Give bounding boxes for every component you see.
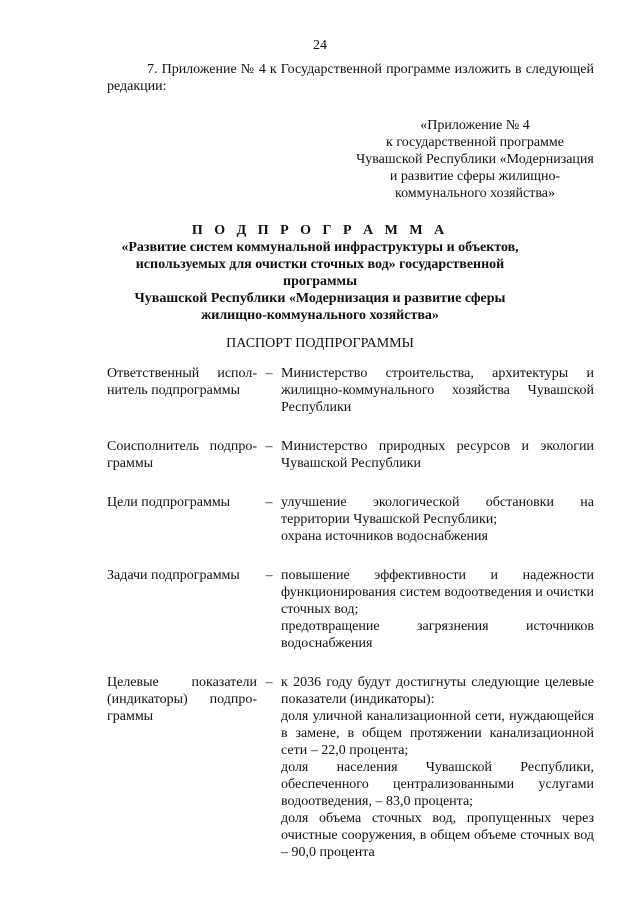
row-value <box>281 674 594 861</box>
value-item: доля объема сточных вод, пропущенных через очистные сооружения, в общем объеме сточных вод – 90,0 процента <box>281 811 594 860</box>
appendix-line: и развитие сферы жилищно- <box>389 169 561 184</box>
value-item: Министерство природных ресурсов и экологии Чувашской Республики <box>281 439 594 471</box>
value-item: к 2036 году будут достигнуты следующие целевые показатели (индикаторы): <box>281 675 594 707</box>
value-item: доля населения Чувашской Республики, обеспеченного централизованными услугами водоотведения, – 83,0 процента; <box>281 760 594 809</box>
label-line: (индикаторы) подпро- <box>107 692 257 707</box>
row-value <box>281 567 594 652</box>
appendix-line: коммунального хозяйства» <box>394 186 556 201</box>
passport-row-responsible <box>107 365 594 416</box>
subprogram-name-line: «Развитие систем коммунальной инфраструктуры и объектов, <box>121 240 519 255</box>
subprogram-heading <box>100 222 540 324</box>
row-value <box>281 438 594 472</box>
row-value <box>281 365 594 416</box>
subprogram-name-line: Чувашской Республики «Модернизация и развитие сферы <box>134 291 506 306</box>
row-value <box>281 494 594 545</box>
row-label <box>107 494 257 545</box>
passport-row-indicators <box>107 674 594 861</box>
subprogram-name-line: жилищно-коммунального хозяйства» <box>201 308 439 323</box>
intro-line: редакции: <box>107 79 167 94</box>
value-item: улучшение экологической обстановки на территории Чувашской Республики; <box>281 495 594 527</box>
passport-table <box>107 365 594 883</box>
passport-title: ПАСПОРТ ПОДПРОГРАММЫ <box>226 336 414 351</box>
row-label <box>107 567 257 652</box>
appendix-line: к государственной программе <box>386 135 564 150</box>
row-dash: – <box>265 675 273 690</box>
row-label <box>107 365 257 416</box>
row-dash: – <box>265 495 273 510</box>
intro-paragraph <box>107 61 594 95</box>
row-label <box>107 674 257 861</box>
subprogram-name-line: используемых для очистки сточных вод» государственной программы <box>135 257 505 289</box>
label-line: Ответственный испол- <box>107 366 257 381</box>
label-line: Цели подпрограммы <box>107 495 231 510</box>
value-item: доля уличной канализационной сети, нуждающейся в замене, в общем протяжении канализационной сети – 22,0 процента; <box>281 709 594 758</box>
appendix-reference <box>350 117 600 202</box>
label-line: граммы <box>107 709 154 724</box>
label-line: Задачи подпрограммы <box>107 568 240 583</box>
value-item: предотвращение загрязнения источников водоснабжения <box>281 619 594 651</box>
label-line: граммы <box>107 456 154 471</box>
intro-line: 7. Приложение № 4 к Государственной программе изложить в следующей <box>147 62 594 77</box>
label-line: Соисполнитель подпро- <box>107 439 257 454</box>
subprogram-title: П О Д П Р О Г Р А М М А <box>191 223 449 238</box>
passport-row-goals <box>107 494 594 545</box>
passport-row-tasks <box>107 567 594 652</box>
passport-row-coexecutor <box>107 438 594 472</box>
value-item: Министерство строительства, архитектуры и жилищно-коммунального хозяйства Чувашской Республики <box>281 366 594 415</box>
row-dash: – <box>265 568 273 583</box>
page-number: 24 <box>313 38 327 53</box>
appendix-line: Чувашской Республики «Модернизация <box>356 152 594 167</box>
value-item: повышение эффективности и надежности функционирования систем водоотведения и очистки сточных вод; <box>281 568 594 617</box>
label-line: нитель подпрограммы <box>107 383 240 398</box>
label-line: Целевые показатели <box>107 675 257 690</box>
row-dash: – <box>265 439 273 454</box>
value-item: охрана источников водоснабжения <box>281 529 488 544</box>
row-dash: – <box>265 366 273 381</box>
row-label <box>107 438 257 472</box>
appendix-line: «Приложение № 4 <box>420 118 530 133</box>
